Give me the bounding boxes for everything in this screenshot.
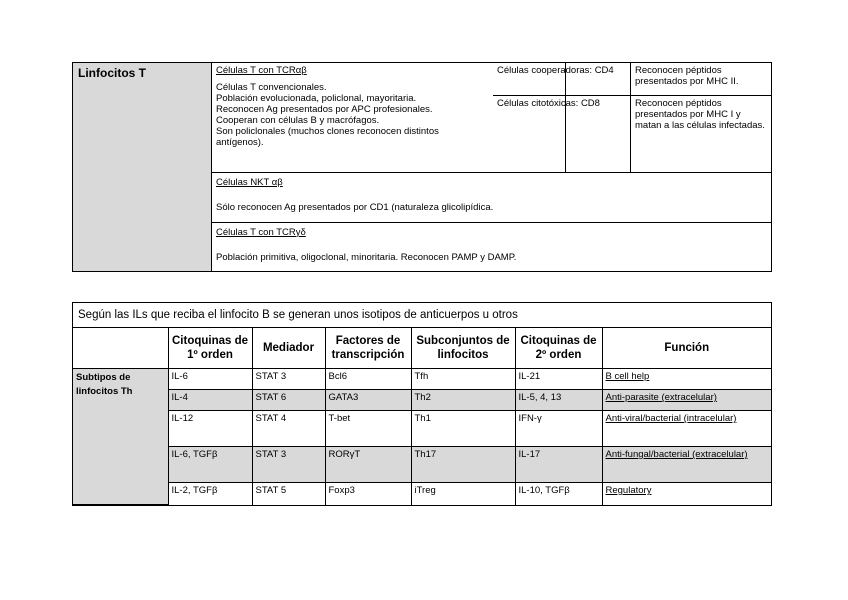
header-cell: Citoquinas de 1º orden xyxy=(168,328,252,369)
tcr-ab-title: Células T con TCRαβ xyxy=(216,65,307,76)
table-caption: Según las ILs que reciba el linfocito B se generan unos isotipos de anticuerpos u otros xyxy=(73,303,771,328)
table-cell: IFN-γ xyxy=(515,411,602,447)
header-cell: Factores de transcripción xyxy=(325,328,411,369)
th-table-grid xyxy=(73,328,771,505)
tcr-ab-line: Son policlonales (muchos clones reconocen distintos xyxy=(216,126,439,137)
tcr-gd-cell xyxy=(212,223,771,271)
table-cell: Bcl6 xyxy=(325,369,411,390)
cd8-desc-cell: Reconocen péptidos presentados por MHC I y matan a las células infectadas. xyxy=(631,96,771,173)
table-cell: IL-6 xyxy=(168,369,252,390)
function-link[interactable]: Anti-viral/bacterial (intracelular) xyxy=(602,411,771,447)
table-cell: T-bet xyxy=(325,411,411,447)
table-cell: Th2 xyxy=(411,390,515,411)
table-cell: IL-6, TGFβ xyxy=(168,447,252,483)
function-link[interactable]: Anti-fungal/bacterial (extracelular) xyxy=(602,447,771,483)
header-cell: Función xyxy=(602,328,771,369)
function-link[interactable]: Regulatory xyxy=(602,483,771,505)
function-link[interactable]: B cell help xyxy=(602,369,771,390)
table-cell: IL-2, TGFβ xyxy=(168,483,252,505)
tcr-ab-line: Cooperan con células B y macrófagos. xyxy=(216,115,380,126)
tcr-ab-line: Reconocen Ag presentados por APC profesionales. xyxy=(216,104,433,115)
table-cell: GATA3 xyxy=(325,390,411,411)
nkt-cell xyxy=(212,173,771,223)
table-cell: IL-4 xyxy=(168,390,252,411)
table-cell: STAT 5 xyxy=(252,483,325,505)
tcr-ab-line: Células T convencionales. xyxy=(216,82,327,93)
table-cell: Tfh xyxy=(411,369,515,390)
nkt-text: Sólo reconocen Ag presentados por CD1 (naturaleza glicolipídica. xyxy=(216,202,494,213)
table-row xyxy=(73,369,771,390)
header-row xyxy=(73,328,771,369)
row-group-label: Subtipos de linfocitos Th xyxy=(73,369,168,505)
table-row xyxy=(73,411,771,447)
table-cell: IL-10, TGFβ xyxy=(515,483,602,505)
table-row xyxy=(73,390,771,411)
table-cell: Foxp3 xyxy=(325,483,411,505)
linfocitos-t-heading: Linfocitos T xyxy=(73,63,212,271)
table-cell: iTreg xyxy=(411,483,515,505)
linfocitos-t-table xyxy=(72,62,772,272)
th-subtypes-table xyxy=(72,302,772,506)
table-cell: IL-5, 4, 13 xyxy=(515,390,602,411)
tcr-ab-line: antígenos). xyxy=(216,137,264,148)
header-cell: Subconjuntos de linfocitos xyxy=(411,328,515,369)
tcr-ab-line: Población evolucionada, policlonal, mayoritaria. xyxy=(216,93,417,104)
table-cell: STAT 3 xyxy=(252,369,325,390)
table-cell: STAT 3 xyxy=(252,447,325,483)
nkt-title: Células NKT αβ xyxy=(216,177,283,188)
table-row xyxy=(73,483,771,505)
tcr-gd-title: Células T con TCRγδ xyxy=(216,227,306,238)
function-link[interactable]: Anti-parasite (extracelular) xyxy=(602,390,771,411)
table-cell: STAT 4 xyxy=(252,411,325,447)
header-cell xyxy=(73,328,168,369)
cd8-label-cell: Células citotóxicas: CD8 xyxy=(493,96,631,173)
cd4-label-cell: Células cooperadoras: CD4 xyxy=(493,63,631,96)
table-cell: Th1 xyxy=(411,411,515,447)
tcr-gd-text: Población primitiva, oligoclonal, minoritaria. Reconocen PAMP y DAMP. xyxy=(216,252,517,263)
table-cell: STAT 6 xyxy=(252,390,325,411)
table-cell: RORγT xyxy=(325,447,411,483)
table-cell: IL-21 xyxy=(515,369,602,390)
header-cell: Citoquinas de 2º orden xyxy=(515,328,602,369)
header-cell: Mediador xyxy=(252,328,325,369)
table-row xyxy=(73,447,771,483)
table-cell: IL-17 xyxy=(515,447,602,483)
table-cell: Th17 xyxy=(411,447,515,483)
table-cell: IL-12 xyxy=(168,411,252,447)
cd4-desc-cell: Reconocen péptidos presentados por MHC II. xyxy=(631,63,771,96)
